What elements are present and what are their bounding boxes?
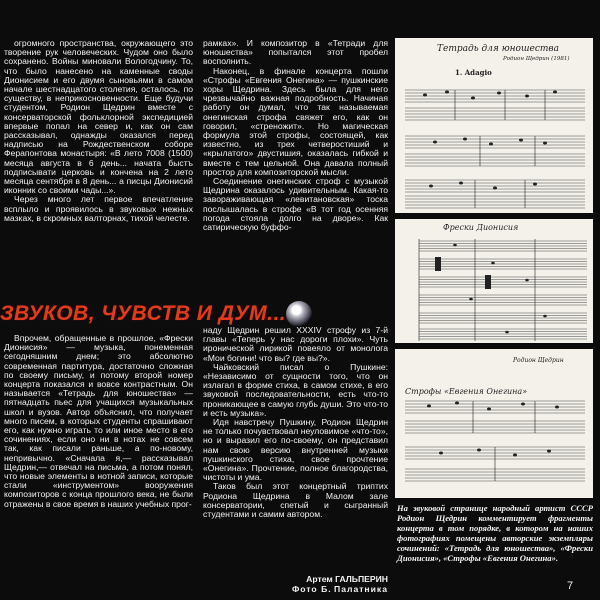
- photo-credit-name: Палатника: [334, 584, 388, 594]
- article-column-middle-bottom: [203, 326, 388, 568]
- score-photo-onegin-stanzas: [395, 349, 593, 498]
- score-title: Тетрадь для юношества: [437, 44, 560, 54]
- paragraph: Идя навстречу Пушкину, Родион Щедрин не только почувствовал неуловимое «что-то», но и выразил его по-своему, он представил нам свою версию внутренней музыки пушкинского стиха, свое прочтение «Онегина». Прочтение, полное благородства, чистоты и ума.: [203, 417, 388, 483]
- paragraph: Через много лет первое впечатление всплыло и проявилось в звуковых нежных мазках, в скромных валторнах, тихой челесте.: [4, 194, 193, 223]
- section-banner: [0, 300, 300, 328]
- score-author: Родион Щедрин: [513, 357, 564, 364]
- sheet-music-image: [395, 349, 593, 498]
- score-tempo: 1. Adagio: [455, 68, 492, 77]
- photo-caption: На звуковой странице народный артист СССР Родион Щедрин комментирует фрагменты концерта в том порядке, в котором на наших фотографиях помещены авторские экземпляры сочинений: «Тетрадь для юношества», «Фрески Дионисия», «Строфы «Евгения Онегина».: [397, 503, 593, 563]
- author-byline: Артем ГАЛЬПЕРИН: [306, 574, 388, 584]
- page-number: 7: [567, 580, 574, 592]
- paragraph: Впрочем, обращенные в прошлое, «Фрески Дионисия» — музыка, понеменная сегодняшним днем; это абсолютно современная партитура, достаточно сложная по своему письму, и потому второй номер концерта показался и вовсе контрастным. Он называется «Тетрадь для юношества» — пятнадцать пьес для учащихся музыкальных школ и вузов. Автор объяснил, что получает много писем, в которых студенты спрашивают его, как нужно играть то или иное место в его сочинениях, если оно ни в нотах не совсем так, как писали раньше, а по-новому, непривычно. «Сначала я,— рассказывал Щедрин,— отвечал на письма, а потом понял, что новые элементы в нотной записи, которые стали «инструментом» вооружения композиторов с конца прошлого века, не были отражены в свое время в наших учебных прог-: [4, 334, 193, 509]
- banner-heading: ЗВУКОВ, ЧУВСТВ И ДУМ...: [0, 302, 287, 325]
- paragraph: Таков был этот концертный триптих Родиона Щедрина в Малом зале консерватории, спетый и сыгранный студентами и самим автором.: [203, 481, 388, 520]
- paragraph: Наконец, в финале концерта пошли «Строфы «Евгения Онегина» — пушкинские хоры Щедрина. Здесь была для него чрезвычайно важная подробность. Начиная работу он думал, что так называемая онегинская строфа свяжет его, как он говорил, «стреножит». Но магическая формула этой строфы, состоящей, как известно, из трех четверостиший и «крылатого» двустишия, оказалась гибкой и вместе с тем цельной. Она давала полный простор для композиторской мысли.: [203, 65, 388, 177]
- article-column-left-bottom: [4, 334, 193, 586]
- article-column-middle-top: [203, 39, 388, 307]
- sheet-music-image: [395, 219, 593, 343]
- score-dedication: Родион Щедрин (1981): [503, 56, 570, 62]
- score-photo-frescoes-of-dionysius: [395, 219, 593, 343]
- photo-credit: [203, 584, 388, 594]
- article-column-left-top: [4, 39, 193, 287]
- paragraph: Чайковский писал о Пушкине: «Независимо от сущности того, что он излагал в форме стиха, в самом стихе, в его звуковой последовательности, есть что-то проникающее в самую глубь души. Это что-то и есть музыка».: [203, 361, 388, 418]
- speaker-knob-graphic: [286, 301, 312, 327]
- photo-credit-label: Фото Б.: [291, 584, 332, 594]
- paragraph: рамках». И композитор в «Тетради для юношества» попытался этот пробел восполнить.: [203, 39, 388, 67]
- sheet-music-image: [395, 38, 593, 213]
- paragraph: Соединение онегинских строф с музыкой Щедрина оказалось удивительным. Какая-то завораживающая «левитановская» тоска послышалась в строфе «В тот год осенняя погода стояла долго на дворе». Как сатирическую буффо-: [203, 176, 388, 233]
- score-title: Строфы «Евгения Онегина»: [405, 387, 528, 396]
- paragraph: наду Щедрин решил XXXIV строфу из 7-й главы «Теперь у нас дороги плохи». Чуть иронической лирикой повеяло от монолога «Мои богини! что вы? где вы?».: [203, 326, 388, 363]
- score-title: Фрески Дионисия: [443, 223, 519, 232]
- score-photo-notebook-for-youth: [395, 38, 593, 213]
- paragraph: огромного пространства, окружающего это творение рук человеческих. Чудом оно было сохранено. Войны миновали Вологодчину. То, что было нанесено на каменные своды Дионисием и его двумя сыновьями в самом начале шестнадцатого столетия, осталось, по существу, в неприкосновенности. Еще будучи студентом, Родион Щедрин вместе с консерваторской фольклорной экспедицией впервые попал на север и, как он сам рассказывал, однажды оказался перед надписью на Рождественском соборе Ферапонтова монастыря: «В лето 7008 (1500) месяца августа в 6 день... начата быстъ подписывати церковь и кончена на 2 лето месяца сентября в 8 день... а писцы Дионисий иконник со своими чады...».: [4, 39, 193, 196]
